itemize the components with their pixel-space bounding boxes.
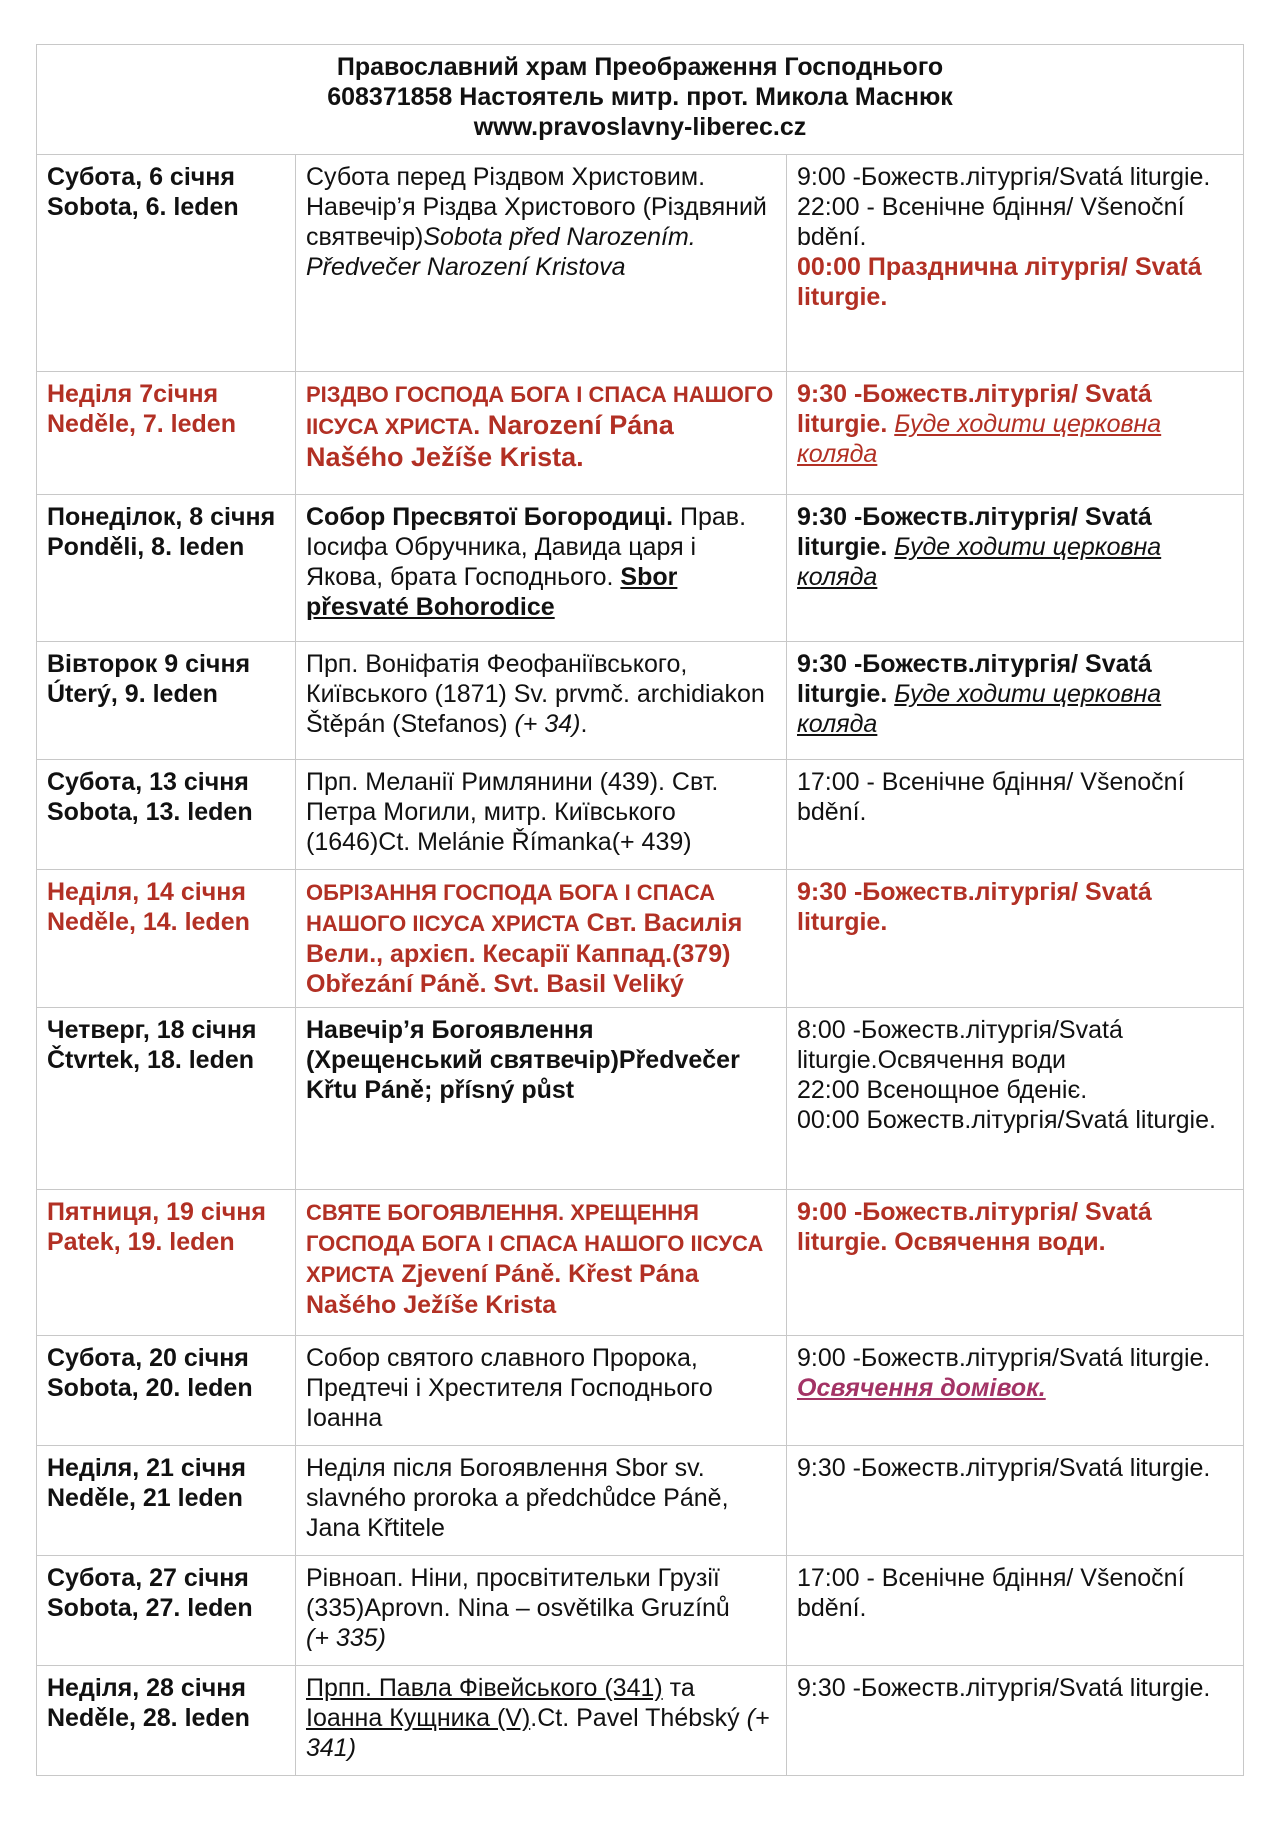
date-cz: Neděle, 21 leden [47,1484,243,1512]
contact-line: 608371858 Настоятель митр. прот. Микола Маснюк [327,83,953,111]
service-cell [787,1008,1244,1190]
description-cell [296,1190,787,1336]
description-cell [296,372,787,495]
description-cell [296,1666,787,1776]
description-cell [296,642,787,760]
service-vigil: 22:00 Всенощное бденіє. [797,1076,1088,1104]
service-liturgy: 9:30 -Божеств.літургія/ Svatá liturgie. [797,650,1152,708]
date-cell [37,495,296,642]
service-liturgy: 9:30 -Божеств.літургія/Svatá liturgie. [797,1674,1211,1702]
desc-year: (+ 335) [306,1624,386,1652]
desc-ua: СВЯТЕ БОГОЯВЛЕННЯ. ХРЕЩЕННЯ ГОСПОДА БОГА І СПАСА НАШОГО ІІСУСА ХРИСТА [306,1200,764,1287]
table-row [37,1008,1244,1190]
carol-note: Буде ходити церковна коляда [797,533,1162,591]
table-row [37,870,1244,1008]
header-cell [37,45,1244,155]
date-cz: Neděle, 7. leden [47,410,236,438]
description-cell [296,1446,787,1556]
service-cell [787,1666,1244,1776]
date-cz: Neděle, 28. leden [47,1704,250,1732]
desc-text: Прп. Меланії Римлянини (439). Свт. Петра Могили, митр. Київського (1646)Ct. Melánie Římanka(+ 439) [306,768,719,856]
table-row [37,760,1244,870]
table-row [37,642,1244,760]
date-cell [37,372,296,495]
desc-cz: Zjevení Páně. Křest Pána Našého Ježíše Krista [306,1260,699,1319]
date-cell [37,1666,296,1776]
service-liturgy: 9:30 -Божеств.літургія/ Svatá liturgie. [797,503,1152,561]
service-cell [787,760,1244,870]
desc-and: та [662,1674,695,1702]
house-blessing-note: Освячення домівок. [797,1374,1046,1402]
date-cell [37,155,296,372]
service-cell [787,1556,1244,1666]
service-cell [787,1446,1244,1556]
service-cell [787,870,1244,1008]
date-cz: Sobota, 13. leden [47,798,253,826]
description-cell [296,1336,787,1446]
table-row [37,1336,1244,1446]
service-liturgy: 8:00 -Божеств.літургія/Svatá liturgie.Освячення води [797,1016,1123,1074]
date-ua: Неділя, 21 січня [47,1454,246,1482]
date-cell [37,1008,296,1190]
desc-cz: Sbor přesvaté Bohorodice [306,563,678,621]
desc-ua: РІЗДВО ГОСПОДА БОГА І СПАСА НАШОГО ІІСУСА ХРИСТА [306,382,774,439]
desc-dot: . [580,710,588,738]
service-liturgy: 9:00 -Божеств.літургія/ Svatá liturgie. Освячення води. [797,1198,1152,1256]
date-ua: Неділя, 28 січня [47,1674,246,1702]
service-cell [787,1336,1244,1446]
service-liturgy: 9:30 -Божеств.літургія/ Svatá liturgie. [797,380,1152,438]
carol-note: Буде ходити церковна коляда [797,680,1162,738]
description-cell [296,495,787,642]
desc-cz: Свт. Василія Вели., архієп. Кесарії Каппад.(379) Obřezání Páně. Svt. Basil Veliký [306,909,743,998]
desc-cz: .Ct. Pavel Thébský [530,1704,747,1732]
service-liturgy: 9:30 -Божеств.літургія/ Svatá liturgie. [797,878,1152,936]
date-ua: Субота, 27 січня [47,1564,249,1592]
date-cz: Čtvrtek, 18. leden [47,1046,255,1074]
desc-ua: Прав. Іосифа Обручника, Давида царя і Якова, брата Господнього. [306,503,747,591]
date-cz: Úterý, 9. leden [47,680,218,708]
date-cell [37,1556,296,1666]
description-cell [296,1008,787,1190]
date-cz: Neděle, 14. leden [47,908,250,936]
date-ua: Неділя, 14 січня [47,878,246,906]
church-title: Православний храм Преображення Господнього [336,53,944,81]
service-cell [787,495,1244,642]
table-row [37,495,1244,642]
header-row [37,45,1244,155]
carol-note: Буде ходити церковна коляда [797,410,1162,468]
desc-text: Рівноап. Ніни, просвітительки Грузії (335)Aprovn. Nina – osvětilka Gruzínů [306,1564,730,1622]
date-cell [37,642,296,760]
service-liturgy: 9:00 -Божеств.літургія/Svatá liturgie. [797,163,1211,191]
description-cell [296,155,787,372]
service-vigil: 17:00 - Всенічне бдіння/ Všenoční bdění. [797,768,1185,826]
service-liturgy: 9:30 -Божеств.літургія/Svatá liturgie. [797,1454,1211,1482]
description-cell [296,870,787,1008]
description-cell [296,760,787,870]
service-cell [787,642,1244,760]
table-row [37,155,1244,372]
date-cell [37,1336,296,1446]
service-vigil: 17:00 - Всенічне бдіння/ Všenoční bdění. [797,1564,1185,1622]
desc-ua: ОБРІЗАННЯ ГОСПОДА БОГА І СПАСА НАШОГО ІІСУСА ХРИСТА [306,880,716,936]
service-vigil: 22:00 - Всенічне бдіння/ Všenoční bdění. [797,193,1185,251]
date-ua: Неділя 7січня [47,380,219,408]
service-night-liturgy: 00:00 Божеств.літургія/Svatá liturgie. [797,1106,1216,1134]
service-cell [787,1190,1244,1336]
date-ua: Субота, 13 січня [47,768,249,796]
desc-feast: Собор Пресвятої Богородиці. [306,503,674,531]
desc-text: Навечір’я Богоявлення (Хрещенський святвечір)Předvečer Křtu Páně; přísný půst [306,1016,740,1104]
desc-text: Собор святого славного Пророка, Предтечі і Хрестителя Господнього Іоанна [306,1344,713,1432]
description-cell [296,1556,787,1666]
date-cz: Ponděli, 8. leden [47,533,245,561]
date-cz: Sobota, 27. leden [47,1594,253,1622]
date-cz: Patek, 19. leden [47,1228,235,1256]
service-cell [787,155,1244,372]
date-cell [37,870,296,1008]
date-ua: Четверг, 18 січня [47,1016,257,1044]
service-cell [787,372,1244,495]
table-row [37,1190,1244,1336]
table-row [37,1446,1244,1556]
date-cell [37,760,296,870]
desc-ua: Субота перед Різдвом Христовим. Навечір’я Різдва Христового (Різдвяний святвечір) [306,163,767,251]
desc-saint-john: Іоанна Кущника (V) [306,1704,531,1732]
date-cell [37,1190,296,1336]
table-row [37,372,1244,495]
service-liturgy: 9:00 -Божеств.літургія/Svatá liturgie. [797,1344,1211,1372]
date-cz: Sobota, 20. leden [47,1374,253,1402]
date-ua: Субота, 6 січня [47,163,235,191]
schedule-table [36,44,1244,1776]
table-row [37,1556,1244,1666]
desc-cz: Sobota před Narozením. Předvečer Narození Kristova [306,223,696,281]
desc-cz: Narození Pána Našého Ježíše Krista. [306,410,674,472]
desc-year: (+ 34) [514,710,581,738]
date-cz: Sobota, 6. leden [47,193,239,221]
desc-dot: . [473,412,481,440]
date-ua: Субота, 20 січня [47,1344,249,1372]
website-link[interactable]: www.pravoslavny-liberec.cz [473,113,807,141]
desc-text: Неділя після Богоявлення Sbor sv. slavného proroka a předchůdce Páně, Jana Křtitele [306,1454,729,1542]
date-ua: Вівторок 9 січня [47,650,251,678]
service-night-liturgy: 00:00 Празднична літургія/ Svatá liturgie. [797,253,1202,311]
desc-year: (+ 341) [306,1704,770,1762]
desc-saint-paul: Прпп. Павла Фівейського (341) [306,1674,663,1702]
date-ua: Понеділок, 8 січня [47,503,276,531]
date-ua: Пятниця, 19 січня [47,1198,266,1226]
desc-text: Прп. Воніфатія Феофаніївського, Київського (1871) Sv. prvmč. archidiakon Štěpán (Stefanos) [306,650,765,738]
table-row [37,1666,1244,1776]
date-cell [37,1446,296,1556]
